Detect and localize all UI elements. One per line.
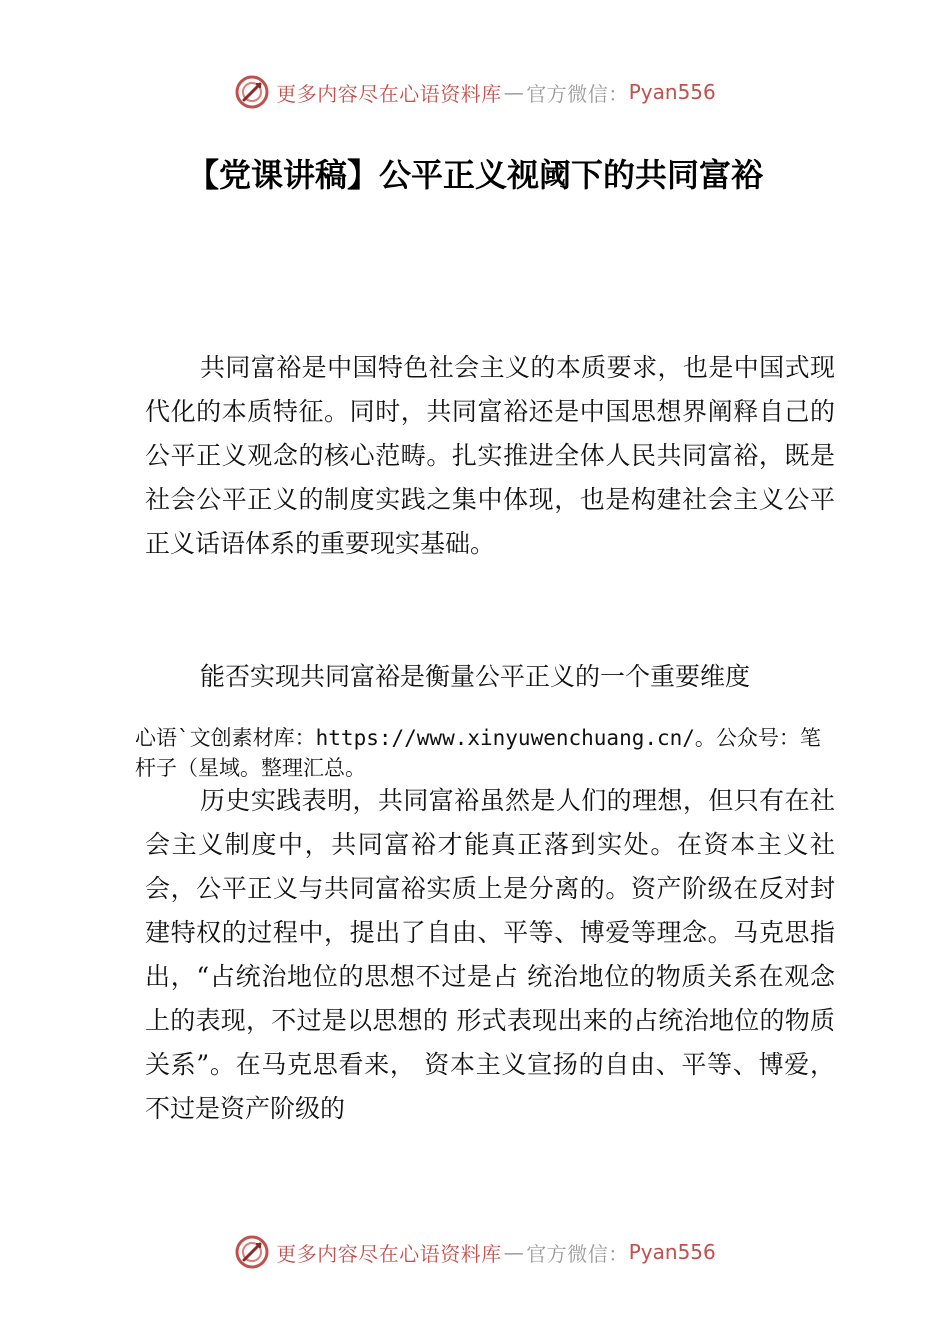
banner-wechat-id: Pyan556 <box>628 80 716 104</box>
red-circular-logo-icon <box>234 1234 270 1270</box>
paragraph-intro: 共同富裕是中国特色社会主义的本质要求，也是中国式现代化的本质特征。同时，共同富裕还是中国思想界阐释自己的公平正义观念的核心范畴。扎实推进全体人民共同富裕，既是社会公平正义的制度实践之集中体现，也是构建社会主义公平正义话语体系的重要现实基础。 <box>145 353 835 558</box>
banner-wechat-id: Pyan556 <box>628 1240 716 1264</box>
banner-dash: — <box>503 80 525 104</box>
red-circular-logo-icon <box>234 74 270 110</box>
banner-slogan: 更多内容尽在心语资料库 <box>276 81 502 106</box>
banner-wechat-label: 官方微信： <box>526 1241 629 1266</box>
source-notice: 心语`文创素材库：https://www.xinyuwenchuang.cn/。公众号：笔杆子（星域。整理汇总。 <box>135 726 821 780</box>
banner-dash: — <box>503 1240 525 1264</box>
footer-banner <box>0 1228 950 1276</box>
document-title: 【党课讲稿】公平正义视阈下的共同富裕 <box>186 156 763 194</box>
banner-slogan: 更多内容尽在心语资料库 <box>276 1241 502 1266</box>
header-banner <box>0 68 950 116</box>
paragraph-history: 历史实践表明，共同富裕虽然是人们的理想，但只有在社会主义制度中，共同富裕才能真正落到实处。在资本主义社会，公平正义与共同富裕实质上是分离的。资产阶级在反对封建特权的过程中，提出了自由、平等、博爱等理念。马克思指出，“占统治地位的思想不过是占 统治地位的物质关系在观念上的表现，不过是以思想的 形式表现出来的占统治地位的物质关系”。在马克思看来， 资本主义宣扬的自由、平等、博爱，不过是资产阶级的 <box>145 786 835 1123</box>
section-heading: 能否实现共同富裕是衡量公平正义的一个重要维度 <box>200 662 751 691</box>
banner-wechat-label: 官方微信： <box>526 81 629 106</box>
